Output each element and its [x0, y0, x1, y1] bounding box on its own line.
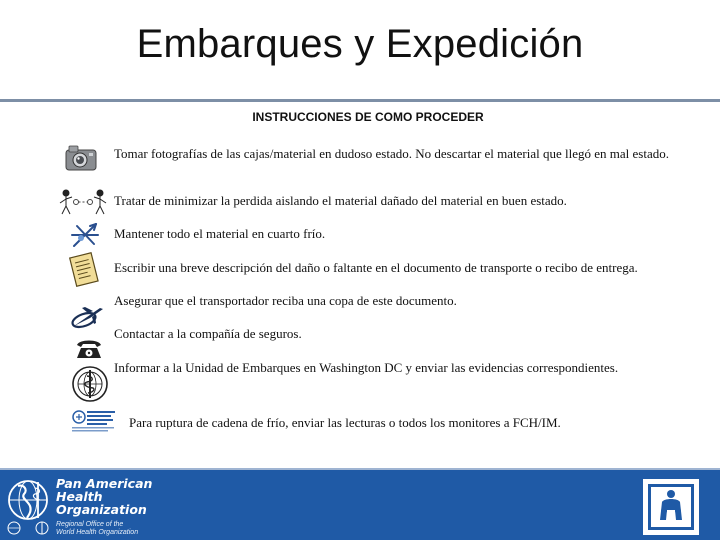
page-title: Embarques y Expedición: [136, 22, 584, 66]
org-sub-line-2: World Health Organization: [56, 528, 139, 536]
step-text-2: Tratar de minimizar la perdida aislando el material dañado del material en buen estado.: [114, 193, 567, 208]
document-icon: [66, 252, 102, 288]
title-divider: [0, 99, 720, 102]
fch-logo-icon: [70, 408, 118, 434]
step-text-1: Tomar fotografías de las cajas/material en dudoso estado. No descartar el material que llegó en mal estado.: [114, 146, 669, 161]
organization-name: [56, 477, 152, 516]
step-text-7: Informar a la Unidad de Embarques en Washington DC y enviar las evidencias correspondientes.: [114, 360, 619, 375]
step-text-6: Contactar a la compañía de seguros.: [114, 326, 302, 341]
airplane-icon: [70, 300, 106, 330]
snowflake-icon: [68, 220, 102, 250]
org-name-line-3: Organization: [56, 502, 147, 517]
who-emblem-icon: [70, 364, 110, 404]
camera-icon: [64, 144, 98, 174]
step-text-3: Mantener todo el material en cuarto frío.: [114, 226, 326, 241]
org-name-line-2: Health: [56, 489, 103, 504]
telephone-icon: [74, 336, 104, 360]
step-text-5: Asegurar que el transportador reciba una copa de este documento.: [114, 293, 457, 308]
organization-subtitle: [56, 521, 138, 536]
org-sub-line-1: Regional Office of the: [56, 521, 124, 528]
paho-globe-logo: [6, 474, 54, 538]
org-name-line-1: Pan American: [56, 476, 153, 491]
people-icon: [56, 188, 110, 216]
step-text-4: Escribir una breve descripción del daño o faltante en el documento de transporte o recibo de entrega.: [114, 260, 638, 275]
family-emblem-icon: [640, 476, 702, 538]
step-text-8: Para ruptura de cadena de frío, enviar las lecturas o todos los monitores a FCH/IM.: [129, 415, 561, 430]
instructions-heading: INSTRUCCIONES DE COMO PROCEDER: [252, 110, 484, 124]
